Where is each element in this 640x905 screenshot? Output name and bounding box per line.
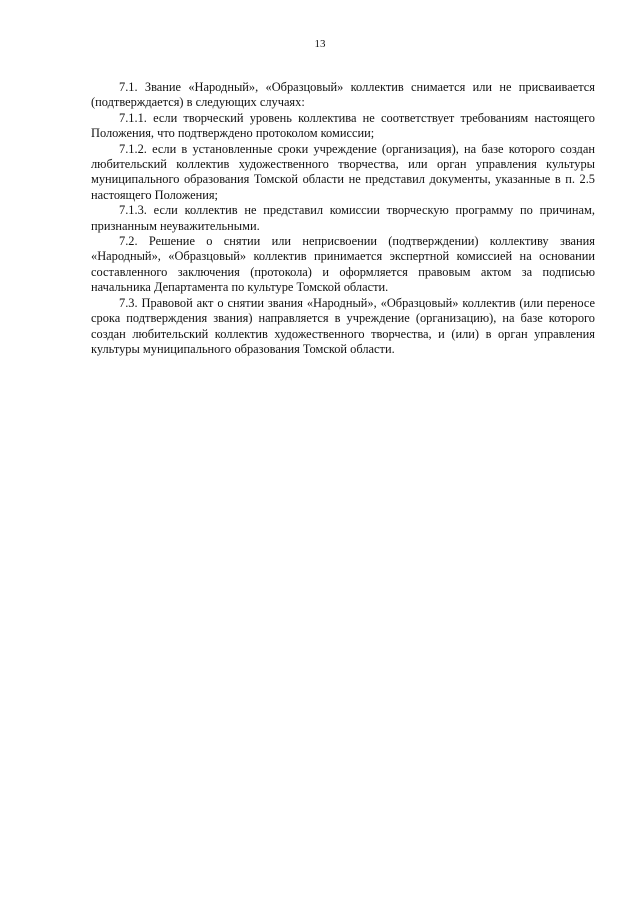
page-number: 13 <box>314 38 326 50</box>
paragraph-7-1-2: 7.1.2. если в установленные сроки учреждение (организация), на базе которого создан любительский коллектив художественного творчества, или орган управления культуры муниципального образования Томской области не представил документы, указанные в п. 2.5 настоящего Положения; <box>91 141 595 202</box>
paragraph-7-3: 7.3. Правовой акт о снятии звания «Народный», «Образцовый» коллектив (или переносе срока подтверждения звания) направляется в учреждение (организацию), на базе которого создан любительский коллектив художественного творчества, и (или) в орган управления культуры муниципального образования Томской области. <box>91 295 595 356</box>
document-body <box>91 80 595 357</box>
paragraph-7-2: 7.2. Решение о снятии или неприсвоении (подтверждении) коллективу звания «Народный», «Образцовый» коллектив принимается экспертной комиссией на основании составленного заключения (протокола) и оформляется правовым актом за подписью начальника Департамента по культуре Томской области. <box>91 234 595 295</box>
paragraph-7-1-1: 7.1.1. если творческий уровень коллектива не соответствует требованиям настоящего Положения, что подтверждено протоколом комиссии; <box>91 110 595 141</box>
paragraph-7-1-3: 7.1.3. если коллектив не представил комиссии творческую программу по причинам, признанным неуважительными. <box>91 203 595 233</box>
paragraph-7-1: 7.1. Звание «Народный», «Образцовый» коллектив снимается или не присваивается (подтверждается) в следующих случаях: <box>91 80 595 110</box>
